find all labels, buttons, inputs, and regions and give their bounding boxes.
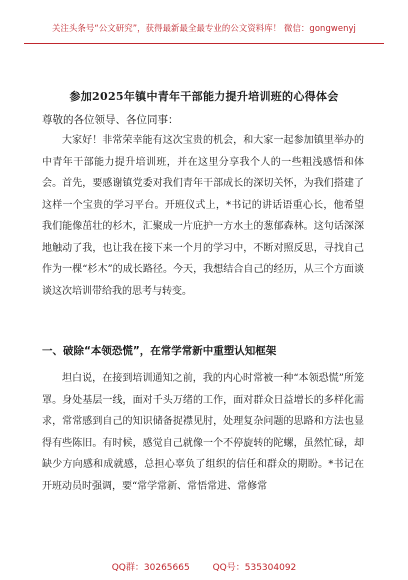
promo-header: 关注头条号“公文研究”，获得最新最全最专业的公文资料库！ 微信：gongwenyj [52,23,356,33]
document-title: 参加2025年镇中青年干部能力提升培训班的心得体会 [69,90,339,103]
qq-group-text: QQ群：30265665 [111,563,190,573]
qq-number-text: QQ号：535304092 [212,563,297,573]
contact-footer [0,560,408,573]
header-divider [24,43,384,44]
body-paragraph-2: 坦白说，在接到培训通知之前，我的内心时常被一种“本领恐慌”所笼罩。身处基层一线，面对千头万绪的工作，面对群众日益增长的多样化需求，常常感到自己的知识储备捉襟见肘，处理复杂问题的思路和方法也显得有些陈旧。有时候，感觉自己就像一个不停旋转的陀螺，虽然忙碌，却缺少方向感和成就感，总担心辜负了组织的信任和群众的期盼。*书记在开班动员时强调，要“常学常新、常悟常进、常修常 [42,373,364,492]
body-paragraph-1: 大家好！非常荣幸能有这次宝贵的机会，和大家一起参加镇里举办的中青年干部能力提升培训班，并在这里分享我个人的一些粗浅感悟和体会。首先，要感谢镇党委对我们青年干部成长的深切关怀，为我们搭建了这样一个宝贵的学习平台。开班仪式上，*书记的讲话语重心长，他希望我们能像茁壮的杉木，汇聚成一片庇护一方水土的葱郁森林。这句话深深地触动了我，也让我在接下来一个月的学习中，不断对照反思，寻找自己作为一棵“杉木”的成长路径。今天，我想结合自己的经历，从三个方面谈谈这次培训带给我的思考与转变。 [42,135,364,297]
section-heading-1: 一、破除“本领恐慌”，在常学常新中重塑认知框架 [42,345,277,357]
salutation: 尊敬的各位领导、各位同事： [42,114,179,126]
